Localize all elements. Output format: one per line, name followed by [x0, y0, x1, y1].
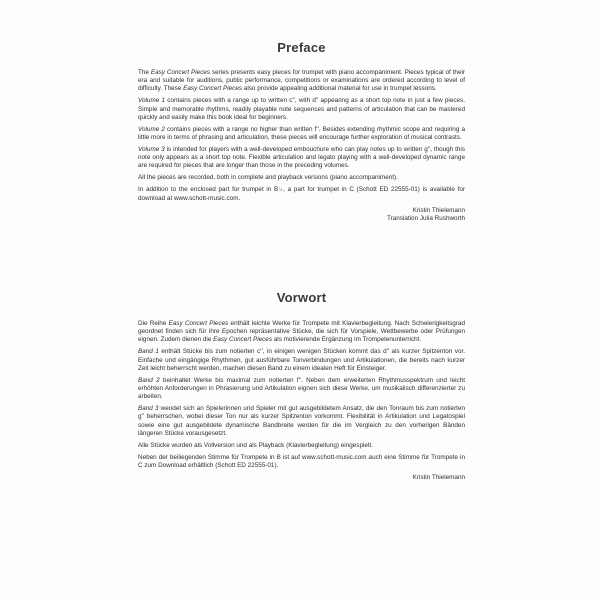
vorwort-paragraph-band-1: Band 1 enthält Stücke bis zum notierten c'', in einigen wenigen Stücken kommt das d'' als kurzer Spitzenton vor. Einfache und eingängige Rhythmen, gut ausführbare Tonverbindungen und Artikulationen, die bereits nach kurzer Zeit leicht beherrscht werden, machen diesen Band zu einem idealen Heft für Einsteiger.	[138, 348, 465, 372]
preface-section	[138, 40, 465, 223]
preface-paragraph-recordings: All the pieces are recorded, both in complete and playback versions (piano accompaniment).	[138, 174, 398, 182]
vorwort-author: Kristin Thielemann	[412, 474, 465, 482]
preface-paragraph-volume-3: Volume 3 is intended for players with a well-developed embouchure who can play notes up to written g'', though this note only appears as a short top note. Flexible articulation and legato playing with a well-developed dynamic range are required for pieces that are longer than those in the preceding volumes.	[138, 146, 465, 170]
vorwort-paragraph-band-2: Band 2 beinhaltet Werke bis maximal zum notierten f''. Neben dem erweiterten Rhythmusspektrum und leicht erhöhten Anforderungen in Phrasierung und Artikulation eignen sich diese Werke, um musikalisch differenzierter zu arbeiten.	[138, 376, 465, 401]
preface-paragraph-download: In addition to the enclosed part for trumpet in B♭, a part for trumpet in C (Schott ED 22555-01) is available for download at www.schott-music.com.	[138, 186, 465, 202]
preface-paragraph-volume-1: Volume 1 contains pieces with a range up to written c'', with d'' appearing as a short top note in just a few pieces. Simple and memorable rhythms, readily playable note sequences and patterns of articulation that can be mastered quickly and easily make this book ideal for beginners.	[138, 97, 465, 121]
vorwort-title: Vorwort	[276, 290, 327, 305]
preface-author: Kristin Thielemann	[412, 206, 465, 214]
preface-paragraph-intro: The Easy Concert Pieces series presents easy pieces for trumpet with piano accompaniment. Pieces typical of their era and suitable for auditions, public performance, competitions or examinations are ordered according to level of difficulty. These Easy Concert Pieces also provide appealing additional material for use in trumpet lessons.	[138, 69, 465, 93]
vorwort-paragraph-band-3: Band 3 wendet sich an Spielerinnen und Spieler mit gut ausgebildetem Ansatz, die den Tonraum bis zum notierten g'' beherrschen, wobei dieser Ton nur als kurzer Spitzenton vorkommt. Flexibilität in Artikulation und Legatospiel sowie eine gut ausgebildete dynamische Bandbreite werden für die im Vergleich zu den vorherigen Bänden längeren Stücke vorausgesetzt.	[138, 405, 465, 437]
vorwort-section	[138, 290, 465, 482]
vorwort-paragraph-download: Neben der beiliegenden Stimme für Trompete in B ist auf www.schott-music.com auch eine Stimme für Trompete in C zum Download erhältlich (Schott ED 22555-01).	[138, 453, 465, 470]
preface-translator: Translation Julia Rushworth	[386, 214, 465, 222]
vorwort-paragraph-recordings: Alle Stücke wurden als Vollversion und als Playback (Klavierbegleitung) eingespielt.	[138, 441, 373, 449]
preface-paragraph-volume-2: Volume 2 contains pieces with a range no higher than written f''. Besides extending rhythmic scope and requiring a little more in terms of phrasing and articulation, these pieces will encourage further exploration of musical contrasts.	[138, 125, 465, 142]
preface-title: Preface	[277, 40, 326, 55]
vorwort-paragraph-intro: Die Reihe Easy Concert Pieces enthält leichte Werke für Trompete mit Klavierbegleitung. Nach Schwierigkeitsgrad geordnet finden sich für ihre Epochen repräsentative Stücke, die sich für Vorspiele, Wettbewerbe oder Prüfungen eignen. Zudem dienen die Easy Concert Pieces als motivierende Ergänzung im Trompetenunterricht.	[138, 320, 465, 344]
